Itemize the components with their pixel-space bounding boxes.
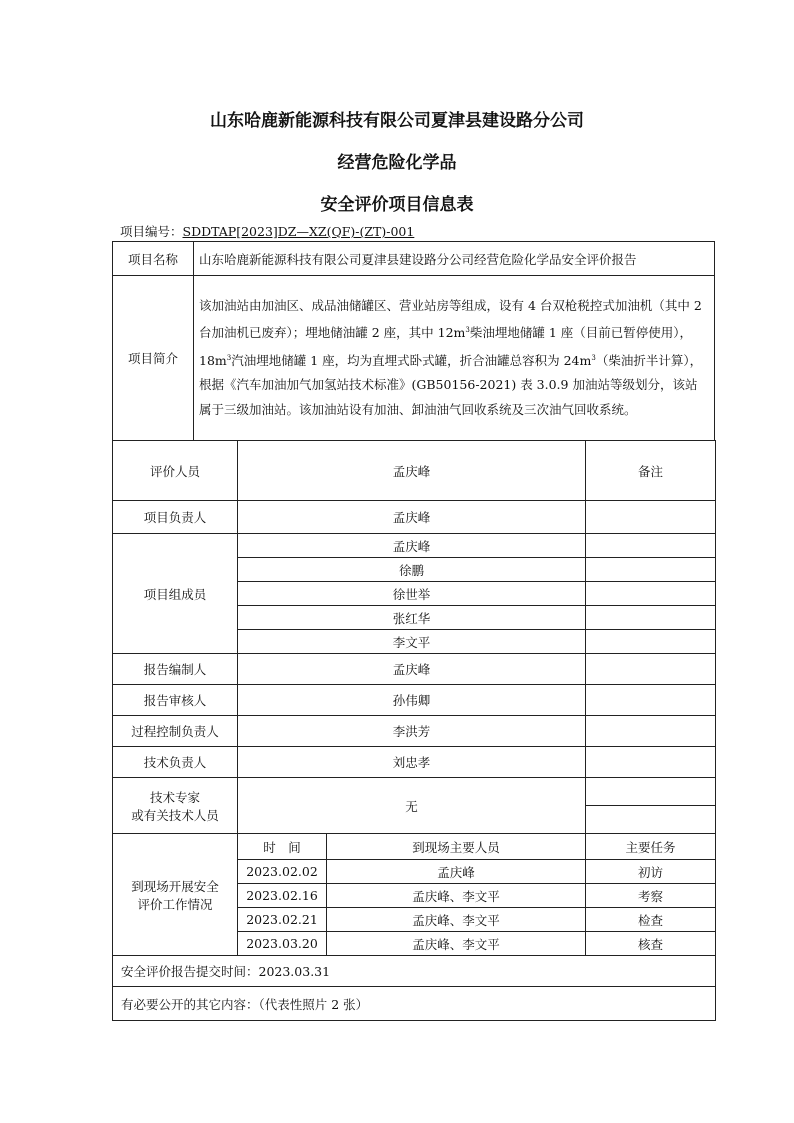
- reviewer-label: 报告审核人: [113, 685, 238, 716]
- site-visit-people: 孟庆峰、李文平: [327, 908, 586, 932]
- intro-text-1: 该加油站由加油区、成品油储罐区、营业站房等组成，设有 4 台双枪税控式加油机（其中 2 台加油机已废弃）；埋地储油罐 2 座，其中 12m: [199, 297, 702, 341]
- site-visit-date: 2023.02.02: [238, 860, 327, 884]
- expert-note: [586, 806, 716, 834]
- project-name-row: [113, 242, 715, 276]
- compiler-row: [113, 654, 716, 685]
- compiler-value: 孟庆峰: [238, 654, 586, 685]
- project-intro-row: [113, 276, 715, 441]
- project-number-label: 项目编号：: [120, 224, 183, 239]
- member-note: [586, 582, 716, 606]
- other-content: 有必要公开的其它内容：（代表性照片 2 张）: [113, 987, 716, 1021]
- members-label: 项目组成员: [113, 534, 238, 654]
- tech-lead-label: 技术负责人: [113, 747, 238, 778]
- intro-text-4: （柴油折半计算），根据《汽车加油加气加氢站技术标准》(GB50156-2021) 表 3.0.9 加油站等级划分，该站属于三级加油站。该加油站设有加油、卸油油气回收系统及三次油气回收系统。: [199, 352, 703, 417]
- project-name-value: 山东哈鹿新能源科技有限公司夏津县建设路分公司经营危险化学品安全评价报告: [194, 242, 715, 276]
- expert-row: [113, 778, 716, 806]
- project-leader-row: [113, 501, 716, 534]
- site-visit-task: 初访: [586, 860, 716, 884]
- intro-sup-1: 3: [465, 326, 470, 335]
- project-leader-value: 孟庆峰: [238, 501, 586, 534]
- process-control-label: 过程控制负责人: [113, 716, 238, 747]
- submit-time: 安全评价报告提交时间：2023.03.31: [113, 956, 716, 987]
- intro-text-2: 柴油埋地储罐 1 座（目前已暂停使用），18m: [199, 325, 693, 368]
- site-visit-date: 2023.02.16: [238, 884, 327, 908]
- member-name: 李文平: [238, 630, 586, 654]
- site-visit-task: 考察: [586, 884, 716, 908]
- member-row: [113, 534, 716, 558]
- member-note: [586, 558, 716, 582]
- member-note: [586, 606, 716, 630]
- project-info-table: [112, 241, 715, 441]
- compiler-note: [586, 654, 716, 685]
- intro-sup-3: 3: [591, 353, 596, 362]
- process-control-note: [586, 716, 716, 747]
- site-time-header: 时 间: [238, 834, 327, 860]
- site-visit-people: 孟庆峰: [327, 860, 586, 884]
- expert-label-line2: 或有关技术人员: [131, 807, 219, 823]
- project-leader-note: [586, 501, 716, 534]
- project-number-code: SDDTAP[2023]DZ—XZ(QF)-(ZT)-001: [182, 224, 415, 239]
- member-name: 徐鹏: [238, 558, 586, 582]
- expert-label: [113, 778, 238, 834]
- project-intro-value: [194, 276, 715, 441]
- reviewer-row: [113, 685, 716, 716]
- site-visit-task: 检查: [586, 908, 716, 932]
- member-note: [586, 534, 716, 558]
- intro-sup-2: 3: [226, 353, 232, 362]
- site-visit-people: 孟庆峰、李文平: [327, 932, 586, 956]
- document-title-line3: 安全评价项目信息表: [320, 195, 474, 215]
- document-title-line1: 山东哈鹿新能源科技有限公司夏津县建设路分公司: [210, 111, 584, 131]
- site-people-header: 到现场主要人员: [327, 834, 586, 860]
- evaluator-header-row: [113, 441, 716, 501]
- site-visit-task: 核查: [586, 932, 716, 956]
- reviewer-note: [586, 685, 716, 716]
- notes-header: 备注: [586, 441, 716, 501]
- site-work-header-row: [113, 834, 716, 860]
- project-leader-label: 项目负责人: [113, 501, 238, 534]
- site-visit-date: 2023.02.21: [238, 908, 327, 932]
- process-control-value: 李洪芳: [238, 716, 586, 747]
- tech-lead-row: [113, 747, 716, 778]
- member-name: 徐世举: [238, 582, 586, 606]
- intro-text-3: 汽油埋地储罐 1 座，均为直埋式卧式罐，折合油罐总容积为 24m: [231, 352, 592, 368]
- site-visit-date: 2023.03.20: [238, 932, 327, 956]
- reviewer-value: 孙伟卿: [238, 685, 586, 716]
- other-content-row: [113, 987, 716, 1021]
- expert-value: 无: [238, 778, 586, 834]
- expert-label-line1: 技术专家: [149, 789, 200, 805]
- document-title-line2: 经营危险化学品: [337, 153, 457, 173]
- tech-lead-note: [586, 747, 716, 778]
- evaluator-header-value: 孟庆峰: [238, 441, 586, 501]
- expert-note: [586, 778, 716, 806]
- member-note: [586, 630, 716, 654]
- site-task-header: 主要任务: [586, 834, 716, 860]
- process-control-row: [113, 716, 716, 747]
- project-name-label: 项目名称: [113, 242, 194, 276]
- site-work-label-line2: 评价工作情况: [137, 896, 213, 912]
- compiler-label: 报告编制人: [113, 654, 238, 685]
- project-intro-label: 项目简介: [113, 276, 194, 441]
- tech-lead-value: 刘忠孝: [238, 747, 586, 778]
- member-name: 孟庆峰: [238, 534, 586, 558]
- evaluator-header-label: 评价人员: [113, 441, 238, 501]
- evaluation-table: [112, 440, 716, 1021]
- project-number: [120, 222, 414, 240]
- site-work-label-line1: 到现场开展安全: [131, 878, 219, 894]
- submit-time-row: [113, 956, 716, 987]
- member-name: 张红华: [238, 606, 586, 630]
- site-work-label: [113, 834, 238, 956]
- site-visit-people: 孟庆峰、李文平: [327, 884, 586, 908]
